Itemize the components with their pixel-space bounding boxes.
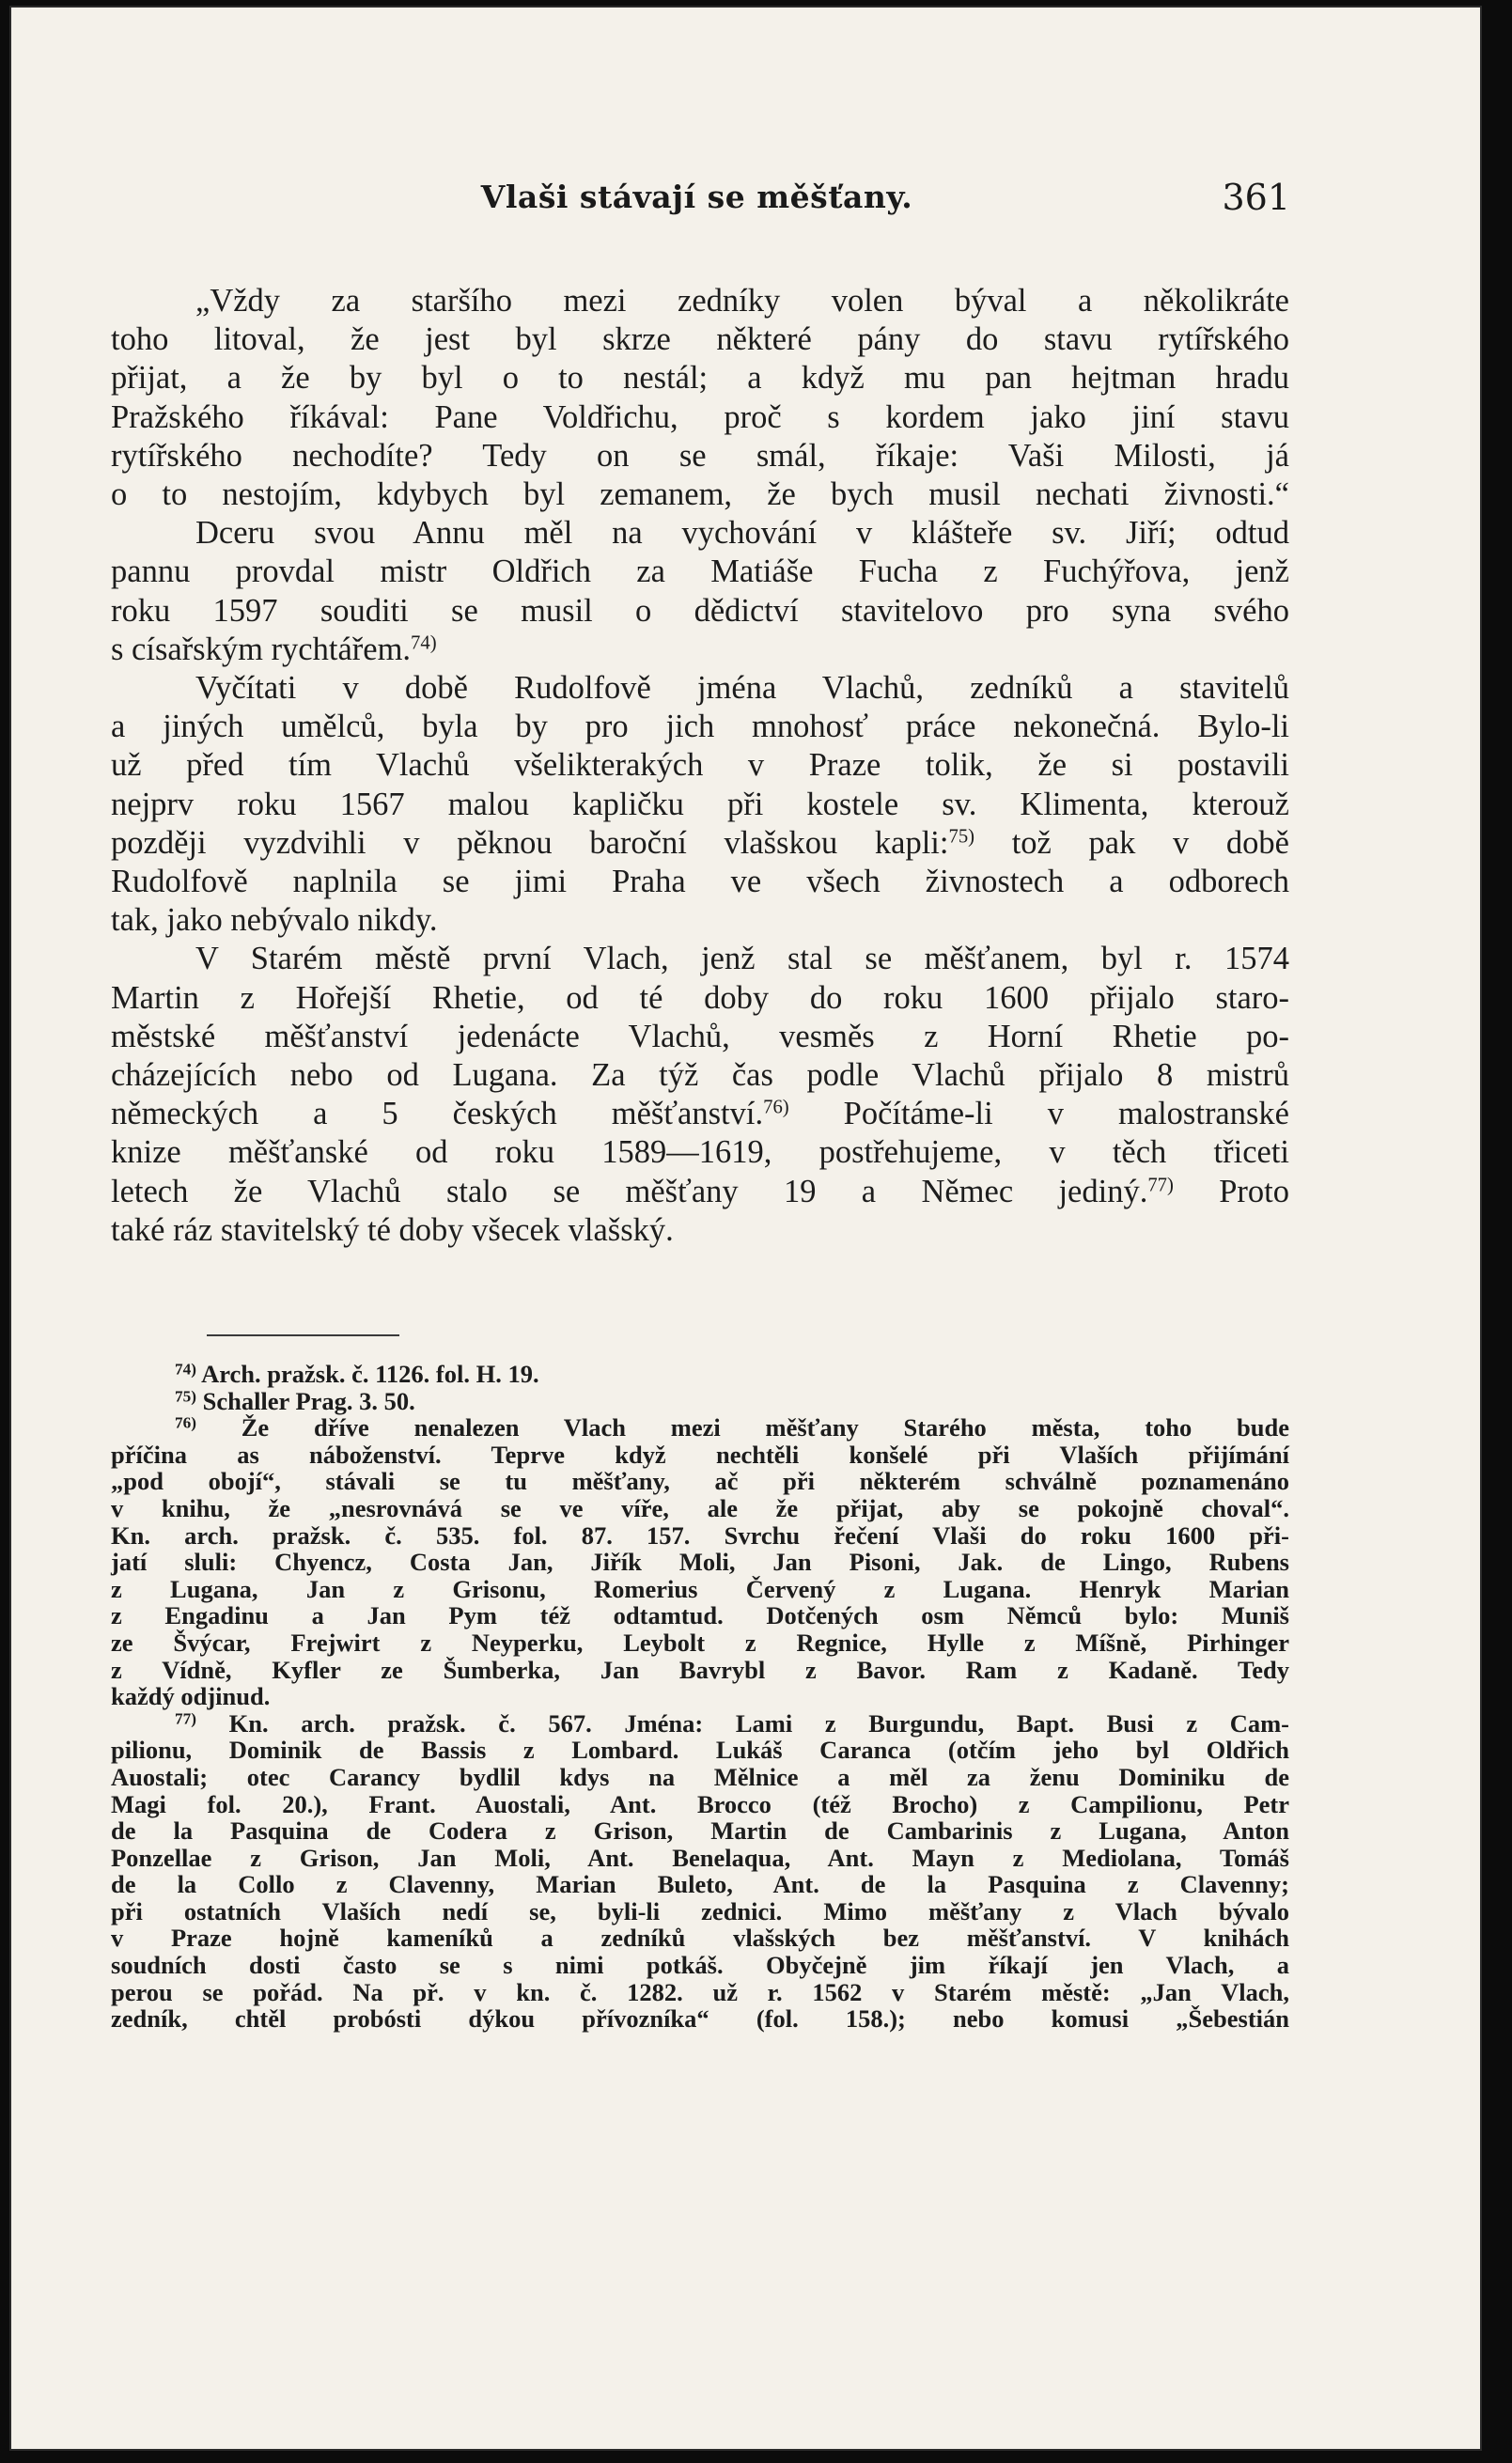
text-line: Dceru svou Annu měl na vychování v klášteře sv. Jiří; odtud [195,515,1289,552]
footnote-line: Kn. arch. pražsk. č. 535. fol. 87. 157. Svrchu řečení Vlaši do roku 1600 při- [111,1520,1289,1550]
text-line: V Starém městě první Vlach, jenž stal se měšťanem, byl r. 1574 [195,941,1289,977]
text-fragment: tož pak v době [974,824,1289,861]
footnote-text: Že dříve nenalezen Vlach mezi měšťany Starého města, toho bude [241,1413,1290,1442]
text-line: také ráz stavitelský té doby všecek vlašský. [111,1211,674,1248]
page-header [111,177,1290,226]
footnote-text: Schaller Prag. 3. 50. [202,1386,415,1415]
footnote-line: při ostatních Vlaších nedí se, byli-li zednici. Mimo měšťany z Vlach bývalo [111,1896,1289,1925]
text-line: městské měšťanství jedenácte Vlachů, vesměs z Horní Rhetie po- [111,1018,1289,1054]
text-line: Martin z Hořejší Rhetie, od té doby do roku 1600 přijalo staro- [111,979,1289,1016]
text-line [111,1173,1289,1211]
footnote-ref-number: 77 [1147,1175,1168,1196]
footnote-ref: 75) [948,826,975,848]
main-text [111,282,1289,1250]
footnote-77: $^{77)}$ Kn. arch. pražsk. č. 567. Jména: Lami z Burgundu, Bapt. Busi z Cam- [175,1708,1289,1738]
footnote-ref-number: 76 [763,1097,783,1118]
footnote-separator [207,1334,399,1336]
footnote-mark: 74 [175,1360,192,1379]
text-line: o to nestojím, kdybych byl zemanem, že bych musil nechati živnosti.“ [111,476,1289,513]
footnote-line: z Lugana, Jan z Grisonu, Romerius Červený z Lugana. Henryk Marian [111,1574,1289,1603]
footnotes [111,1361,1289,2033]
footnote-74: $^{74)}$ Arch. pražsk. č. 1126. fol. H. 19. [175,1360,539,1388]
text-line: knize měšťanské od roku 1589—1619, postřehujeme, v těch třiceti [111,1134,1289,1171]
text-line: tak, jako nebývalo nikdy. [111,902,438,939]
footnote-text: Kn. arch. pražsk. č. 567. Jména: Lami z Burgundu, Bapt. Busi z Cam- [228,1708,1289,1738]
footnote-line: zedník, chtěl probósti dýkou přívozníka“ (fol. 158.); nebo komusi „Šebestián [111,2004,1289,2034]
text-fragment: německých a 5 českých měšťanství. [111,1096,764,1132]
footnote-line: jatí sluli: Chyencz, Costa Jan, Jiřík Moli, Jan Pisoni, Jak. de Lingo, Rubens [111,1548,1289,1577]
text-line: Rudolfově naplnila se jimi Praha ve všech živnostech a odborech [111,864,1289,900]
text-line: přijat, a že by byl o to nestál; a když mu pan hejtman hradu [111,360,1289,397]
footnote-line: perou se pořád. Na př. v kn. č. 1282. už r. 1562 v Starém městě: „Jan Vlach, [111,1977,1289,2006]
footnote-line: „pod obojí“, stávali se tu měšťany, ač při některém schválně poznamenáno [111,1467,1289,1496]
text-line: Vyčítati v době Rudolfově jména Vlachů, zedníků a stavitelů [195,670,1289,707]
text-line [111,824,1289,863]
text-fragment: Proto [1173,1173,1289,1209]
footnote-75: $^{75)}$ Schaller Prag. 3. 50. [175,1386,415,1415]
footnote-ref: 74) [411,632,437,654]
footnote-line: z Engadinu a Jan Pym též odtamtud. Dotčených osm Němců bylo: Muniš [111,1601,1289,1630]
text-line [111,631,1289,669]
text-fragment: s císařským rychtářem. [111,631,412,667]
footnote-text: Arch. pražsk. č. 1126. fol. H. 19. [201,1360,539,1388]
footnote-mark: 75 [175,1386,192,1405]
text-line [111,1095,1289,1133]
footnote-ref: 76) [763,1097,789,1118]
footnote-line: v knihu, že „nesrovnává se ve víře, ale že přijat, aby se pokojně choval“. [111,1493,1289,1522]
footnote-mark: 77 [175,1709,192,1728]
footnote-ref-number: 74 [411,632,430,654]
text-line: roku 1597 souditi se musil o dědictví stavitelovo pro syna svého [111,592,1289,629]
text-line: toho litoval, že jest byl skrze některé pány do stavu rytířského [111,321,1289,358]
footnote-line: soudních dosti často se s nimi potkáš. Obyčejně jim říkají jen Vlach, a [111,1951,1289,1980]
text-line: nejprv roku 1567 malou kapličku při kostele sv. Klimenta, kterouž [111,786,1289,822]
footnote-76: $^{76)}$ Že dříve nenalezen Vlach mezi měšťany Starého města, toho bude [175,1413,1290,1442]
text-line: „Vždy za staršího mezi zedníky volen býval a několikráte [195,283,1289,319]
footnote-ref: 77) [1147,1175,1174,1196]
text-line: rytířského nechodíte? Tedy on se smál, říkaje: Vaši Milosti, já [111,437,1289,474]
book-page [11,8,1480,2449]
footnote-line: ze Švýcar, Frejwirt z Neyperku, Leybolt z Regnice, Hylle z Míšně, Pirhinger [111,1628,1289,1657]
footnote-line: de la Pasquina de Codera z Grison, Martin de Cambarinis z Lugana, Anton [111,1816,1289,1846]
text-line: Pražského říkával: Pane Voldřichu, proč s kordem jako jiní stavu [111,398,1289,435]
text-line: cházejících nebo od Lugana. Za týž čas podle Vlachů přijalo 8 mistrů [111,1057,1289,1094]
footnote-line: Ponzellae z Grison, Jan Moli, Ant. Benelaqua, Ant. Mayn z Mediolana, Tomáš [111,1843,1289,1872]
footnote-line: každý odjinud. [111,1682,271,1711]
text-line: už před tím Vlachů všelikterakých v Praze tolik, že si postavili [111,747,1289,784]
text-fragment: letech že Vlachů stalo se měšťany 19 a Němec jediný. [111,1173,1148,1209]
running-title: Vlaši stávají se měšťany. [480,179,913,215]
text-line: pannu provdal mistr Oldřich za Matiáše Fucha z Fuchýřova, jenž [111,553,1289,590]
footnote-line: příčina as náboženství. Teprve když nechtěli konšelé při Vlaších přijímání [111,1440,1289,1469]
footnote-line: v Praze hojně kameníků a zedníků vlašských bez měšťanství. V knihách [111,1924,1289,1953]
footnote-line: z Vídně, Kyfler ze Šumberka, Jan Bavrybl z Bavor. Ram z Kadaně. Tedy [111,1655,1289,1684]
footnote-line: Magi fol. 20.), Frant. Auostali, Ant. Brocco (též Brocho) z Campilionu, Petr [111,1789,1289,1818]
footnote-line: pilionu, Dominik de Bassis z Lombard. Lukáš Caranca (otčím jeho byl Oldřich [111,1736,1289,1765]
page-number: 361 [1222,177,1290,218]
text-line: a jiných umělců, byla by pro jich mnohosť práce nekonečná. Bylo-li [111,709,1289,745]
footnote-line: de la Collo z Clavenny, Marian Buleto, Ant. de la Pasquina z Clavenny; [111,1870,1289,1899]
footnote-mark: 76 [175,1413,192,1432]
text-fragment: později vyzdvihli v pěknou baroční vlašskou kapli: [111,824,949,861]
footnote-line: Auostali; otec Carancy bydlil kdys na Mělnice a měl za ženu Dominiku de [111,1762,1289,1791]
text-fragment: Počítáme-li v malostranské [788,1096,1289,1132]
footnote-ref-number: 75 [948,826,969,848]
